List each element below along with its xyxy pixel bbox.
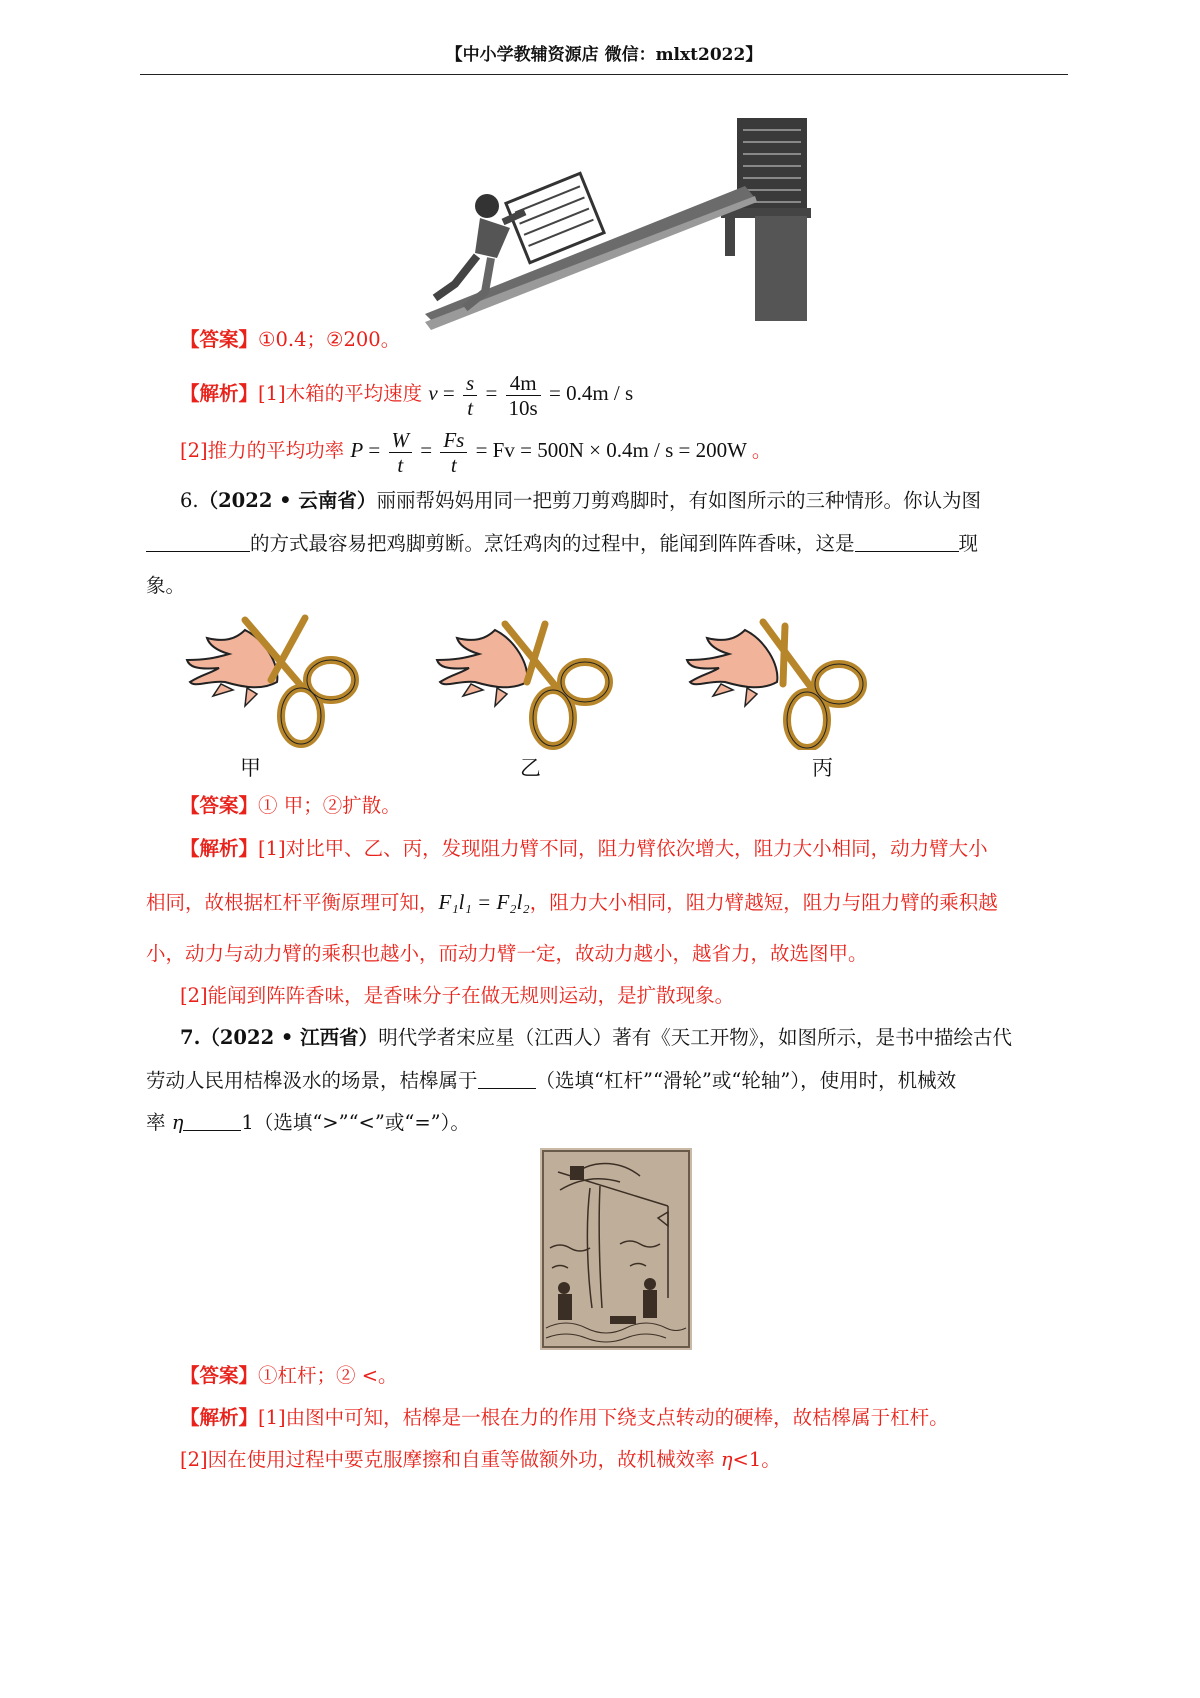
ramp-figure: [425, 108, 815, 330]
q6-analysis-4: [2]能闻到阵阵香味，是香味分子在做无规则运动，是扩散现象。: [180, 984, 735, 1007]
well-sweep-woodcut: [540, 1148, 692, 1350]
q6-analysis-1: 【解析】[1]对比甲、乙、丙，发现阻力臂不同，阻力臂依次增大，阻力大小相同，动力臂大小: [180, 837, 988, 860]
q7-analysis-2: [2]因在使用过程中要克服摩擦和自重等做额外功，故机械效率 η<1。: [180, 1448, 781, 1471]
q6-analysis-2: 相同，故根据杠杆平衡原理可知，F₁l₁ = F₂l₂，阻力大小相同，阻力臂越短，阻力与阻力臂的乘积越: [146, 890, 998, 914]
q6-stem-3: 象。: [146, 574, 186, 597]
q7-answer: 【答案】①杠杆；② <。: [180, 1364, 398, 1387]
q7-analysis-1: 【解析】[1]由图中可知，桔槔是一根在力的作用下绕支点转动的硬棒，故桔槔属于杠杆。: [180, 1406, 949, 1429]
q6-analysis-3: 小，动力与动力臂的乘积也越小，而动力臂一定，故动力越小，越省力，故选图甲。: [146, 942, 868, 965]
q7-stem-1: 7.（2022 • 江西省）明代学者宋应星（江西人）著有《天工开物》，如图所示，是书中描绘古代: [180, 1026, 1012, 1049]
scissors-figure-2: [435, 610, 635, 750]
q7-blank-2[interactable]: [183, 1112, 241, 1131]
figure-label-jia: 甲: [240, 756, 261, 780]
figure-label-yi: 乙: [520, 756, 541, 780]
q7-stem-3: 率 η 1（选填“>”“<”或“=”）。: [146, 1111, 470, 1134]
figure-label-bing: 丙: [812, 756, 833, 780]
q7-blank-1[interactable]: [478, 1070, 536, 1089]
scissors-figure-1: [185, 610, 385, 750]
q5-analysis-2: [2]推力的平均功率 P = $\frac{W}{t}$ = $\frac{Fs}{t}$ = Fv = 500N × 0.4m / s = 200W 。: [180, 427, 772, 477]
scissors-figure-3: [685, 610, 885, 750]
q6-blank-2[interactable]: [855, 533, 959, 552]
q5-analysis-1: 【解析】[1]木箱的平均速度 v = $\frac{s}{t}$ = $\frac{4m}{10s}$ = 0.4m / s: [180, 370, 634, 420]
q6-stem-2: 的方式最容易把鸡脚剪断。烹饪鸡肉的过程中，能闻到阵阵香味，这是 现: [146, 530, 978, 558]
q6-stem-1: 6.（2022 • 云南省）丽丽帮妈妈用同一把剪刀剪鸡脚时，有如图所示的三种情形。你认为图: [180, 489, 981, 512]
q6-answer: 【答案】① 甲；②扩散。: [180, 794, 401, 817]
q5-answer: 【答案】①0.4；②200。: [180, 328, 401, 351]
q7-stem-2: 劳动人民用桔槔汲水的场景，桔槔属于 （选填“杠杆”“滑轮”或“轮轴”），使用时，机械效: [146, 1069, 957, 1092]
page-header: 【中小学教辅资源店 微信：mlxt2022】: [445, 45, 763, 65]
q6-blank-1[interactable]: [146, 533, 250, 552]
header-rule: [140, 74, 1068, 75]
